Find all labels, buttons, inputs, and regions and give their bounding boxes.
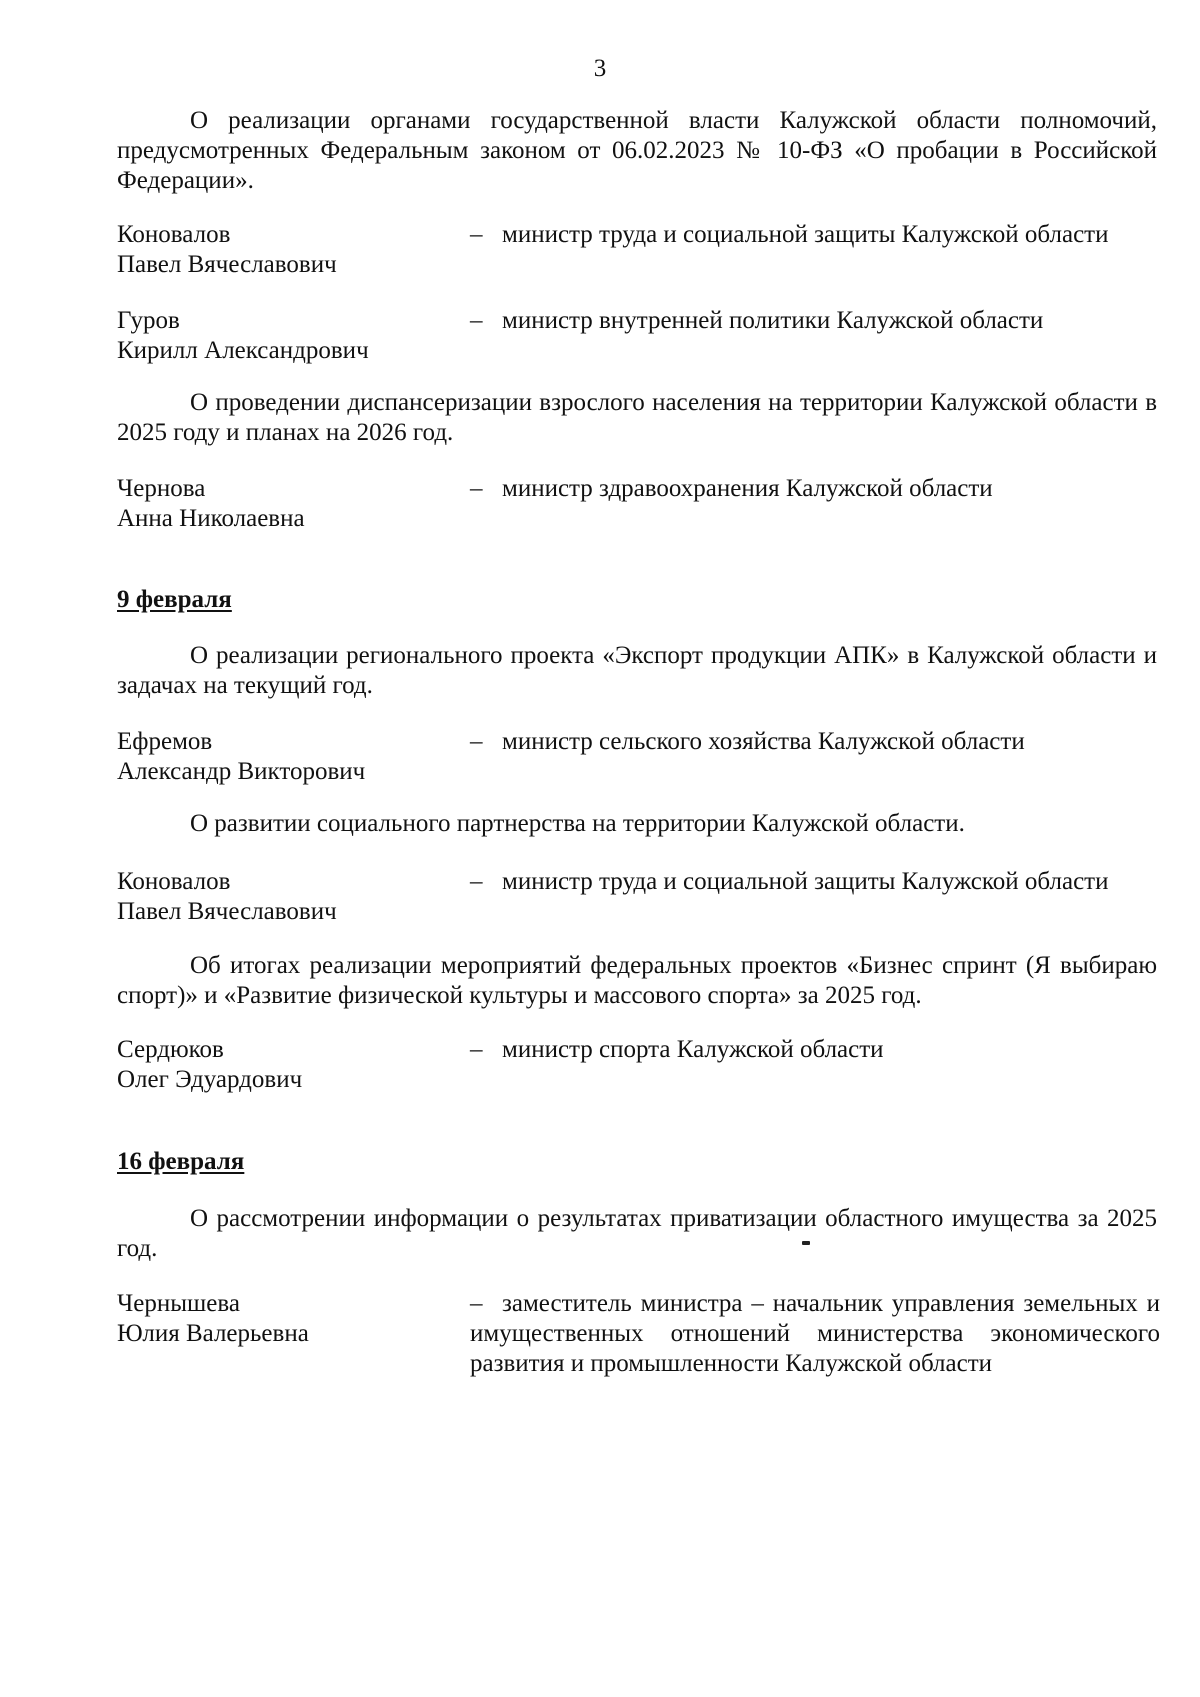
agenda-topic: О реализации органами государственной власти Калужской области полномочий, предусмотренных Федеральным законом от 06.02.2023 № 10-ФЗ «О пробации в Российской Федерации». (117, 107, 1157, 194)
speaker-name: Чернова Анна Николаевна (117, 475, 305, 532)
speaker-role: – министр труда и социальной защиты Калужской области (470, 221, 1109, 248)
speaker-role: – министр здравоохранения Калужской области (470, 475, 993, 502)
speaker-role: – министр спорта Калужской области (470, 1036, 884, 1063)
agenda-topic: О развитии социального партнерства на территории Калужской области. (190, 810, 965, 837)
speaker-name: Сердюков Олег Эдуардович (117, 1036, 303, 1093)
speaker-name: Коновалов Павел Вячеславович (117, 221, 337, 278)
speaker-role: – заместитель министра – начальник управления земельных и имущественных отношений министерства экономического развития и промышленности Калужской области (470, 1290, 1160, 1377)
agenda-topic: О проведении диспансеризации взрослого населения на территории Калужской области в 2025 году и планах на 2026 год. (117, 389, 1157, 446)
speaker-name: Коновалов Павел Вячеславович (117, 868, 337, 925)
speaker-role: – министр внутренней политики Калужской области (470, 307, 1044, 334)
agenda-topic: О реализации регионального проекта «Экспорт продукции АПК» в Калужской области и задачах на текущий год. (117, 642, 1157, 699)
speaker-role: – министр труда и социальной защиты Калужской области (470, 868, 1109, 895)
date-heading: 9 февраля (117, 586, 232, 613)
date-heading: 16 февраля (117, 1148, 245, 1175)
agenda-topic: О рассмотрении информации о результатах приватизации областного имущества за 2025 год. (117, 1205, 1157, 1262)
speaker-name: Чернышева Юлия Валерьевна (117, 1290, 309, 1347)
speaker-role: – министр сельского хозяйства Калужской области (470, 728, 1025, 755)
speaker-name: Гуров Кирилл Александрович (117, 307, 369, 364)
speaker-name: Ефремов Александр Викторович (117, 728, 366, 785)
agenda-topic: Об итогах реализации мероприятий федеральных проектов «Бизнес спринт (Я выбираю спорт)» и «Развитие физической культуры и массового спорта» за 2025 год. (117, 952, 1157, 1009)
page-number: 3 (593, 55, 607, 82)
